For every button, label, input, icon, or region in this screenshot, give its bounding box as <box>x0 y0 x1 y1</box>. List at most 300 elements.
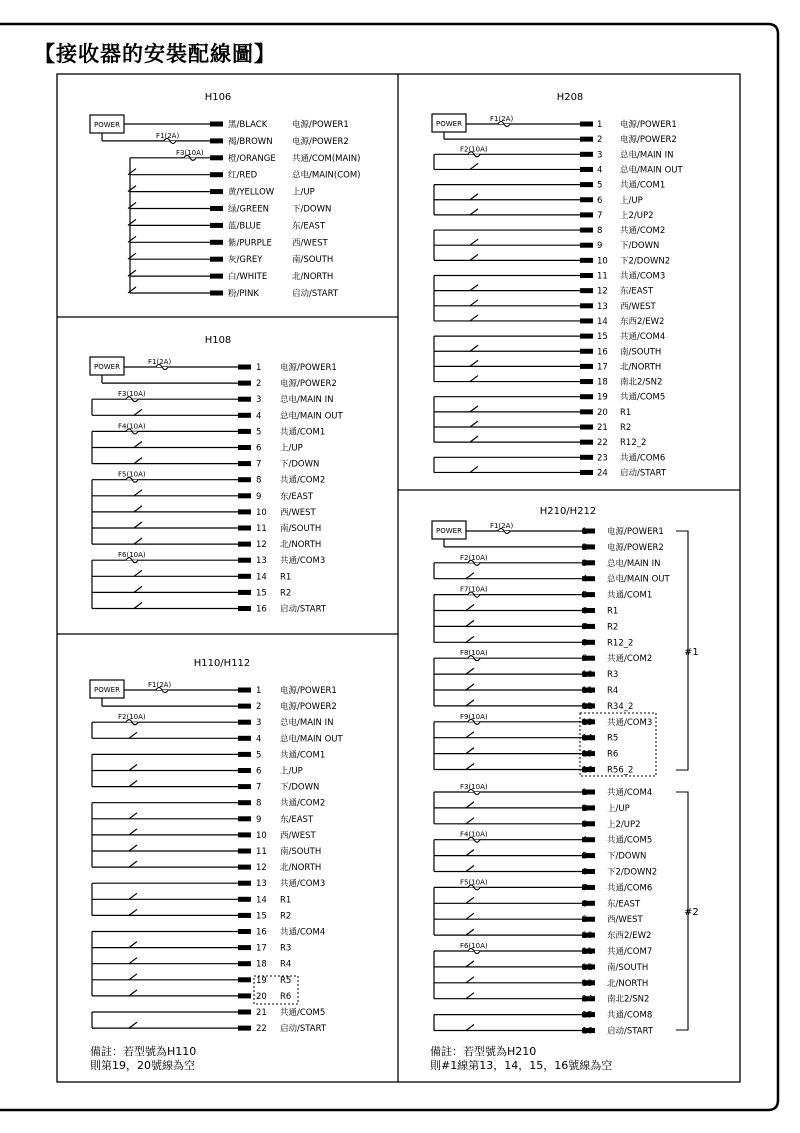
h108-terminal-label-10: 西/WEST <box>280 507 316 518</box>
h106-wire-color-3: 红/RED <box>228 170 258 181</box>
h106-switch-4 <box>128 186 136 192</box>
h208-terminal-10 <box>580 258 593 263</box>
h108-switch-10 <box>134 506 142 512</box>
h210-g2-terminal-number-5: 5 <box>582 851 588 862</box>
h106-wire-function-7: 西/WEST <box>292 238 328 249</box>
h210-g2-terminal-number-15: 15 <box>582 1010 593 1021</box>
h110-terminal-19 <box>238 977 251 982</box>
h208-terminal-number-14: 14 <box>597 316 608 327</box>
h210-g1-terminal-number-13: 13 <box>582 717 593 728</box>
h210-g2-terminal-label-14: 南北2/SN2 <box>607 994 650 1005</box>
h106-wire-color-6: 蓝/BLUE <box>228 221 262 232</box>
h108-terminal-3 <box>238 397 251 402</box>
h208-terminal-number-19: 19 <box>597 392 608 403</box>
h210-note <box>430 1045 612 1073</box>
h110-switch-11 <box>129 845 137 851</box>
h208-switch-14 <box>470 315 478 321</box>
h110-terminal-18 <box>238 961 251 966</box>
h208-terminal-number-11: 11 <box>597 271 608 282</box>
h210-g2-fuse-1-label: F4(10A) <box>460 830 488 839</box>
h208-terminal-label-17: 北/NORTH <box>620 362 662 373</box>
h110-terminal-label-16: 共通/COM4 <box>280 927 326 938</box>
h210-g1-fuse-3-label: F9(10A) <box>460 712 488 721</box>
h110-terminal-label-12: 北/NORTH <box>280 863 322 874</box>
h110-terminal-label-19: R5 <box>280 975 292 986</box>
h108-terminal-label-8: 共通/COM2 <box>280 475 326 486</box>
h108-terminal-number-4: 4 <box>256 411 262 422</box>
h210-g1-terminal-label-2: 电源/POWER2 <box>607 542 664 553</box>
h210-g1-terminal-label-16: R56_2 <box>607 765 634 776</box>
h110-terminal-number-6: 6 <box>256 766 262 777</box>
h210-g1-switch-14 <box>466 732 474 738</box>
h210-g1-terminal-number-5: 5 <box>582 590 588 601</box>
h110-terminal-number-15: 15 <box>256 911 267 922</box>
h106-terminal-2 <box>210 155 223 160</box>
h110-note-line2: 則第19，20號線為空 <box>90 1059 195 1072</box>
h208-terminal-number-4: 4 <box>597 165 603 176</box>
h108-terminal-label-4: 总电/MAIN OUT <box>280 411 343 422</box>
h210-g1-terminal-label-11: R4 <box>607 686 619 696</box>
h106-wire-color-9: 白/WHITE <box>228 272 268 283</box>
h110-terminal-number-16: 16 <box>256 927 267 938</box>
h108-switch-16 <box>134 603 142 609</box>
h210-g1-fuse-f1-label: F1(2A) <box>490 522 514 530</box>
h210-g2-terminal-number-11: 11 <box>582 947 593 957</box>
h108-terminal-15 <box>238 590 251 595</box>
h106-switch-6 <box>128 219 136 225</box>
h108-terminal-4 <box>238 413 251 418</box>
h106-switch-9 <box>128 270 136 276</box>
h106-terminal-5 <box>210 206 223 211</box>
h210-g2-terminal-label-9: 西/WEST <box>607 915 643 926</box>
h210-g1-switch-16 <box>466 764 474 770</box>
h108-terminal-number-6: 6 <box>256 443 262 454</box>
h110-terminal-label-14: R1 <box>280 895 292 906</box>
h110-terminal-label-8: 共通/COM2 <box>280 798 326 809</box>
h208-terminal-22 <box>580 440 593 445</box>
h210-g2-switch-10 <box>466 929 474 935</box>
h110-terminal-13 <box>238 881 251 886</box>
h106-title: H106 <box>204 92 232 103</box>
h106-power-box-label: POWER <box>94 121 120 129</box>
h210-g2-terminal-label-3: 上2/UP2 <box>607 819 641 830</box>
h210-g2-switch-14 <box>466 993 474 999</box>
h108-terminal-number-5: 5 <box>256 427 262 438</box>
h106-wire-function-5: 下/DOWN <box>292 204 332 215</box>
h208-terminal-24 <box>580 470 593 475</box>
h210-g2-terminal-number-4: 4 <box>582 835 588 846</box>
h210-group1-label: #1 <box>684 647 699 658</box>
h110-terminal-number-7: 7 <box>256 782 262 793</box>
h210-title: H210/H212 <box>539 506 597 517</box>
h110-terminal-10 <box>238 832 251 837</box>
h208-terminal-8 <box>580 228 593 233</box>
h208-terminal-number-13: 13 <box>597 301 608 312</box>
h108-terminal-number-7: 7 <box>256 459 262 470</box>
h210-g2-terminal-label-1: 共通/COM4 <box>607 788 653 798</box>
h110-fuse-0-label: F2(10A) <box>118 713 146 722</box>
h106-wire-function-10: 启动/START <box>292 289 339 299</box>
h110-switch-9 <box>129 813 137 819</box>
h208-terminal-number-17: 17 <box>597 362 608 373</box>
h106-terminal-1 <box>210 138 223 143</box>
h108-terminal-12 <box>238 542 251 547</box>
h210-g1-terminal-number-11: 11 <box>582 686 593 696</box>
h208-terminal-18 <box>580 379 593 384</box>
h210-g1-terminal-number-2: 2 <box>582 542 588 553</box>
h110-terminal-label-18: R4 <box>280 959 292 970</box>
h208-terminal-13 <box>580 303 593 308</box>
h110-switch-10 <box>129 829 137 835</box>
h208-terminal-label-23: 共通/COM6 <box>620 453 666 464</box>
h108-switch-12 <box>134 538 142 544</box>
h110-terminal-number-5: 5 <box>256 750 262 761</box>
h210-g1-terminal-label-12: R34_2 <box>607 701 634 712</box>
h208-power-box-label: POWER <box>436 120 462 128</box>
h108-terminal-number-15: 15 <box>256 588 267 599</box>
h210-g2-switch-13 <box>466 977 474 983</box>
h210-note-line2: 則#1線第13，14，15，16號線為空 <box>430 1059 613 1072</box>
h108-fuse-3-label: F6(10A) <box>118 551 146 560</box>
h108-terminal-2 <box>238 381 251 386</box>
h110-terminal-number-12: 12 <box>256 863 267 874</box>
h208-switch-24 <box>470 466 478 472</box>
h110-terminal-15 <box>238 913 251 918</box>
h210-g2-terminal-label-15: 共通/COM8 <box>607 1010 653 1021</box>
h210-g1-terminal-label-8: R12_2 <box>607 638 634 649</box>
h110-terminal-12 <box>238 865 251 870</box>
h108-fuse-1-label: F4(10A) <box>118 422 146 431</box>
h110-terminal-number-17: 17 <box>256 943 267 954</box>
h108-terminal-number-9: 9 <box>256 491 262 502</box>
h110-terminal-label-22: 启动/START <box>280 1024 327 1035</box>
h210-g1-terminal-label-4: 总电/MAIN OUT <box>607 574 670 585</box>
h106-terminal-7 <box>210 240 223 245</box>
h106-switch-5 <box>128 203 136 209</box>
h210-g2-terminal-label-8: 东/EAST <box>607 899 641 910</box>
h208-fuse-0-label: F2(10A) <box>460 145 488 154</box>
h108-terminal-9 <box>238 493 251 498</box>
h110-switch-14 <box>129 893 137 899</box>
h208-terminal-label-11: 共通/COM3 <box>620 271 666 282</box>
h210-g1-switch-8 <box>466 636 474 642</box>
h108-terminal-label-5: 共通/COM1 <box>280 427 326 438</box>
h210-g1-terminal-number-10: 10 <box>582 670 593 681</box>
h110-terminal-16 <box>238 929 251 934</box>
h106-wire-function-9: 北/NORTH <box>292 272 334 283</box>
h208-terminal-number-5: 5 <box>597 180 603 191</box>
h108-terminal-label-9: 东/EAST <box>280 491 314 502</box>
h210-g2-fuse-3-label: F6(10A) <box>460 942 488 950</box>
h210-g2-terminal-label-11: 共通/COM7 <box>607 947 653 957</box>
h208-switch-16 <box>470 345 478 351</box>
h208-terminal-number-15: 15 <box>597 332 608 343</box>
h210-g1-terminal-label-5: 共通/COM1 <box>607 590 653 601</box>
h210-g1-switch-7 <box>466 620 474 626</box>
h210-g2-switch-6 <box>466 866 474 872</box>
h210-g1-fuse-0-label: F2(10A) <box>460 553 488 562</box>
h208-terminal-number-10: 10 <box>597 256 608 267</box>
h208-terminal-label-21: R2 <box>620 423 632 433</box>
h106-wire-function-2: 共通/COM(MAIN) <box>292 153 361 164</box>
h106-wire-function-6: 东/EAST <box>292 221 326 232</box>
h210-g1-terminal-label-15: R6 <box>607 749 619 760</box>
h210-g1-power-box-label: POWER <box>436 527 462 535</box>
h106-terminal-4 <box>210 189 223 194</box>
h108-terminal-label-6: 上/UP <box>280 443 303 454</box>
h108-terminal-8 <box>238 477 251 482</box>
h108-terminal-number-11: 11 <box>256 524 267 534</box>
h210-g2-terminal-number-16: 16 <box>582 1026 593 1037</box>
h110-terminal-number-22: 22 <box>256 1024 267 1035</box>
h210-g2-terminal-number-2: 2 <box>582 803 588 814</box>
h208-terminal-label-7: 上2/UP2 <box>620 210 654 221</box>
h108-terminal-6 <box>238 445 251 450</box>
h110-switch-18 <box>129 958 137 964</box>
h208-terminal-19 <box>580 394 593 399</box>
h108-switch-15 <box>134 586 142 592</box>
h110-switch-12 <box>129 861 137 867</box>
h210-g1-terminal-label-1: 电源/POWER1 <box>607 527 664 537</box>
h210-note-line1: 備註：若型號為H210 <box>430 1045 537 1058</box>
h110-terminal-22 <box>238 1026 251 1031</box>
h210-g2-terminal-label-12: 南/SOUTH <box>607 962 649 973</box>
h210-g1-terminal-label-13: 共通/COM3 <box>607 717 653 728</box>
h106-wire-function-1: 电源/POWER2 <box>292 136 349 147</box>
h208-switch-21 <box>470 421 478 427</box>
h106-fuse-f1-label: F1(2A) <box>156 131 180 140</box>
h110-terminal-label-2: 电源/POWER2 <box>280 702 337 713</box>
h106-switch-8 <box>128 253 136 259</box>
h108-title: H108 <box>204 335 232 346</box>
h210-g1-switch-10 <box>466 668 474 674</box>
h208-switch-10 <box>470 254 478 260</box>
h210-g2-terminal-number-3: 3 <box>582 819 588 830</box>
h210-g2-switch-3 <box>466 818 474 824</box>
h208-terminal-5 <box>580 182 593 187</box>
h208-terminal-label-24: 启动/START <box>620 468 667 479</box>
h108-terminal-16 <box>238 606 251 611</box>
h208-terminal-3 <box>580 152 593 157</box>
h106-wire-color-8: 灰/GREY <box>228 255 263 266</box>
h110-switch-17 <box>129 942 137 948</box>
h210-g1-terminal-label-14: R5 <box>607 733 619 744</box>
h110-terminal-8 <box>238 800 251 805</box>
h110-switch-15 <box>129 909 137 915</box>
h110-terminal-number-18: 18 <box>256 959 267 970</box>
h208-terminal-label-1: 电源/POWER1 <box>620 120 677 130</box>
h108-switch-6 <box>134 442 142 448</box>
h210-g1-terminal-label-6: R1 <box>607 606 619 617</box>
h108-switch-11 <box>134 522 142 528</box>
h210-g2-terminal-number-9: 9 <box>582 915 588 926</box>
h208-terminal-9 <box>580 243 593 248</box>
h208-terminal-11 <box>580 273 593 278</box>
h110-terminal-label-4: 总电/MAIN OUT <box>280 734 343 745</box>
h110-terminal-number-3: 3 <box>256 718 262 729</box>
h110-terminal-number-14: 14 <box>256 895 267 906</box>
h208-terminal-label-4: 总电/MAIN OUT <box>620 165 683 176</box>
h208-terminal-label-20: R1 <box>620 407 632 418</box>
h210-g2-terminal-label-4: 共通/COM5 <box>607 835 653 846</box>
h110-note-line1: 備註：若型號為H110 <box>90 1045 197 1058</box>
h108-switch-9 <box>134 490 142 496</box>
h108-terminal-number-2: 2 <box>256 379 262 390</box>
h210-g1-terminal-number-14: 14 <box>582 733 593 744</box>
h108-terminal-7 <box>238 461 251 466</box>
h208-terminal-label-5: 共通/COM1 <box>620 180 666 191</box>
h208-terminal-20 <box>580 409 593 414</box>
h110-terminal-number-13: 13 <box>256 879 267 890</box>
h208-terminal-number-20: 20 <box>597 407 608 418</box>
h210-group2-label: #2 <box>684 907 699 918</box>
h110-terminal-17 <box>238 945 251 950</box>
h210-g2-terminal-label-5: 下/DOWN <box>607 851 647 862</box>
h108-power-box-label: POWER <box>94 363 120 371</box>
h208-terminal-number-6: 6 <box>597 195 603 206</box>
h210-g2-terminal-number-6: 6 <box>582 867 588 878</box>
h208-switch-12 <box>470 285 478 291</box>
h106-switch-3 <box>128 169 136 175</box>
h210-g1-terminal-number-9: 9 <box>582 654 588 665</box>
h208-terminal-number-7: 7 <box>597 210 603 221</box>
h110-terminal-number-11: 11 <box>256 847 267 857</box>
h208-terminal-12 <box>580 288 593 293</box>
h110-terminal-label-17: R3 <box>280 943 292 954</box>
page-title: 【接收器的安裝配線圖】 <box>34 42 276 66</box>
h108-terminal-label-13: 共通/COM3 <box>280 556 326 567</box>
h106-wire-color-10: 粉/PINK <box>228 289 259 299</box>
h208-terminal-21 <box>580 425 593 430</box>
h210-g2-terminal-number-1: 1 <box>582 788 588 798</box>
h106-wire-function-0: 电源/POWER1 <box>292 120 349 130</box>
h110-terminal-number-2: 2 <box>256 702 262 713</box>
h110-terminal-20 <box>238 993 251 998</box>
h210-g2-terminal-label-6: 下2/DOWN2 <box>607 867 658 878</box>
h110-terminal-number-10: 10 <box>256 830 267 841</box>
h110-note <box>90 1045 196 1073</box>
h208-terminal-2 <box>580 137 593 142</box>
h208-terminal-number-22: 22 <box>597 438 608 449</box>
h210-g1-terminal-number-7: 7 <box>582 622 588 633</box>
h110-terminal-11 <box>238 849 251 854</box>
h208-terminal-label-22: R12_2 <box>620 438 647 449</box>
h108-terminal-label-2: 电源/POWER2 <box>280 379 337 390</box>
h210-g2-terminal-label-2: 上/UP <box>607 803 630 814</box>
h110-fuse-f1-label: F1(2A) <box>148 681 172 689</box>
h110-switch-6 <box>129 765 137 771</box>
h108-terminal-5 <box>238 429 251 434</box>
h110-terminal-label-15: R2 <box>280 911 292 922</box>
h108-fuse-2-label: F5(10A) <box>118 470 146 479</box>
h208-switch-20 <box>470 406 478 412</box>
h108-terminal-label-1: 电源/POWER1 <box>280 363 337 373</box>
h106-switch-10 <box>128 287 136 293</box>
h106-wire-color-2: 橙/ORANGE <box>228 153 276 164</box>
h210-g2-terminal-number-7: 7 <box>582 883 588 894</box>
h110-terminal-label-5: 共通/COM1 <box>280 750 326 761</box>
h108-switch-7 <box>134 458 142 464</box>
h106-wire-color-5: 绿/GREEN <box>228 204 269 215</box>
h210-g2-terminal-number-14: 14 <box>582 994 593 1005</box>
h208-terminal-label-15: 共通/COM4 <box>620 332 666 343</box>
h210-g2-switch-16 <box>466 1025 474 1031</box>
h110-terminal-6 <box>238 768 251 773</box>
h208-terminal-number-21: 21 <box>597 423 608 433</box>
h208-terminal-label-13: 西/WEST <box>620 301 656 312</box>
h210-g2-terminal-number-13: 13 <box>582 978 593 989</box>
h110-switch-22 <box>129 1022 137 1028</box>
h106-terminal-6 <box>210 223 223 228</box>
h110-terminal-7 <box>238 784 251 789</box>
h208-terminal-14 <box>580 318 593 323</box>
h110-terminal-1 <box>238 688 251 693</box>
h110-terminal-number-1: 1 <box>256 686 262 696</box>
h110-terminal-2 <box>238 704 251 709</box>
h210-g2-terminal-label-10: 东西2/EW2 <box>607 931 652 942</box>
h208-terminal-label-6: 上/UP <box>620 195 643 206</box>
h210-g1-terminal-number-15: 15 <box>582 749 593 760</box>
h110-terminal-number-19: 19 <box>256 975 267 986</box>
h208-switch-4 <box>470 163 478 169</box>
h106-terminal-0 <box>210 122 223 127</box>
h110-terminal-number-20: 20 <box>256 991 267 1002</box>
h208-terminal-number-16: 16 <box>597 347 608 358</box>
h210-g2-switch-2 <box>466 802 474 808</box>
h208-switch-22 <box>470 436 478 442</box>
h208-terminal-6 <box>580 197 593 202</box>
h210-g1-switch-6 <box>466 605 474 611</box>
h210-g1-fuse-2-label: F8(10A) <box>460 649 488 658</box>
h208-terminal-label-16: 南/SOUTH <box>620 347 662 358</box>
h208-terminal-1 <box>580 122 593 127</box>
h210-g1-terminal-number-8: 8 <box>582 638 588 649</box>
h108-terminal-number-10: 10 <box>256 507 267 518</box>
h110-terminal-4 <box>238 736 251 741</box>
h110-terminal-label-1: 电源/POWER1 <box>280 686 337 696</box>
h108-terminal-label-16: 启动/START <box>280 604 327 615</box>
h210-g1-terminal-label-10: R3 <box>607 670 619 681</box>
h208-terminal-4 <box>580 167 593 172</box>
h210-g2-switch-8 <box>466 897 474 903</box>
h108-terminal-number-13: 13 <box>256 556 267 567</box>
h108-terminal-label-3: 总电/MAIN IN <box>280 395 334 406</box>
h108-terminal-13 <box>238 558 251 563</box>
h210-g2-switch-5 <box>466 850 474 856</box>
h210-g2-terminal-label-16: 启动/START <box>607 1026 654 1037</box>
h208-terminal-label-19: 共通/COM5 <box>620 392 666 403</box>
h110-terminal-label-20: R6 <box>280 991 292 1002</box>
h106-terminal-9 <box>210 274 223 279</box>
h110-switch-4 <box>129 732 137 738</box>
h210-g1-terminal-label-3: 总电/MAIN IN <box>607 558 661 569</box>
h208-terminal-label-2: 电源/POWER2 <box>620 135 677 146</box>
h110-title: H110/H112 <box>193 658 251 669</box>
h210-g2-terminal-number-8: 8 <box>582 899 588 910</box>
h208-terminal-number-12: 12 <box>597 286 608 297</box>
h106-terminal-8 <box>210 257 223 262</box>
h210-g1-switch-12 <box>466 700 474 706</box>
h106-wire-color-7: 紫/PURPLE <box>228 238 272 249</box>
h108-terminal-11 <box>238 526 251 531</box>
h210-g1-terminal-number-3: 3 <box>582 558 588 569</box>
h108-terminal-10 <box>238 509 251 514</box>
h210-g1-terminal-number-1: 1 <box>582 527 588 537</box>
h208-terminal-15 <box>580 334 593 339</box>
h210-g1-terminal-number-16: 16 <box>582 765 593 776</box>
h106-wire-function-3: 总电/MAIN(COM) <box>292 170 361 181</box>
h210-g2-terminal-label-7: 共通/COM6 <box>607 883 653 894</box>
